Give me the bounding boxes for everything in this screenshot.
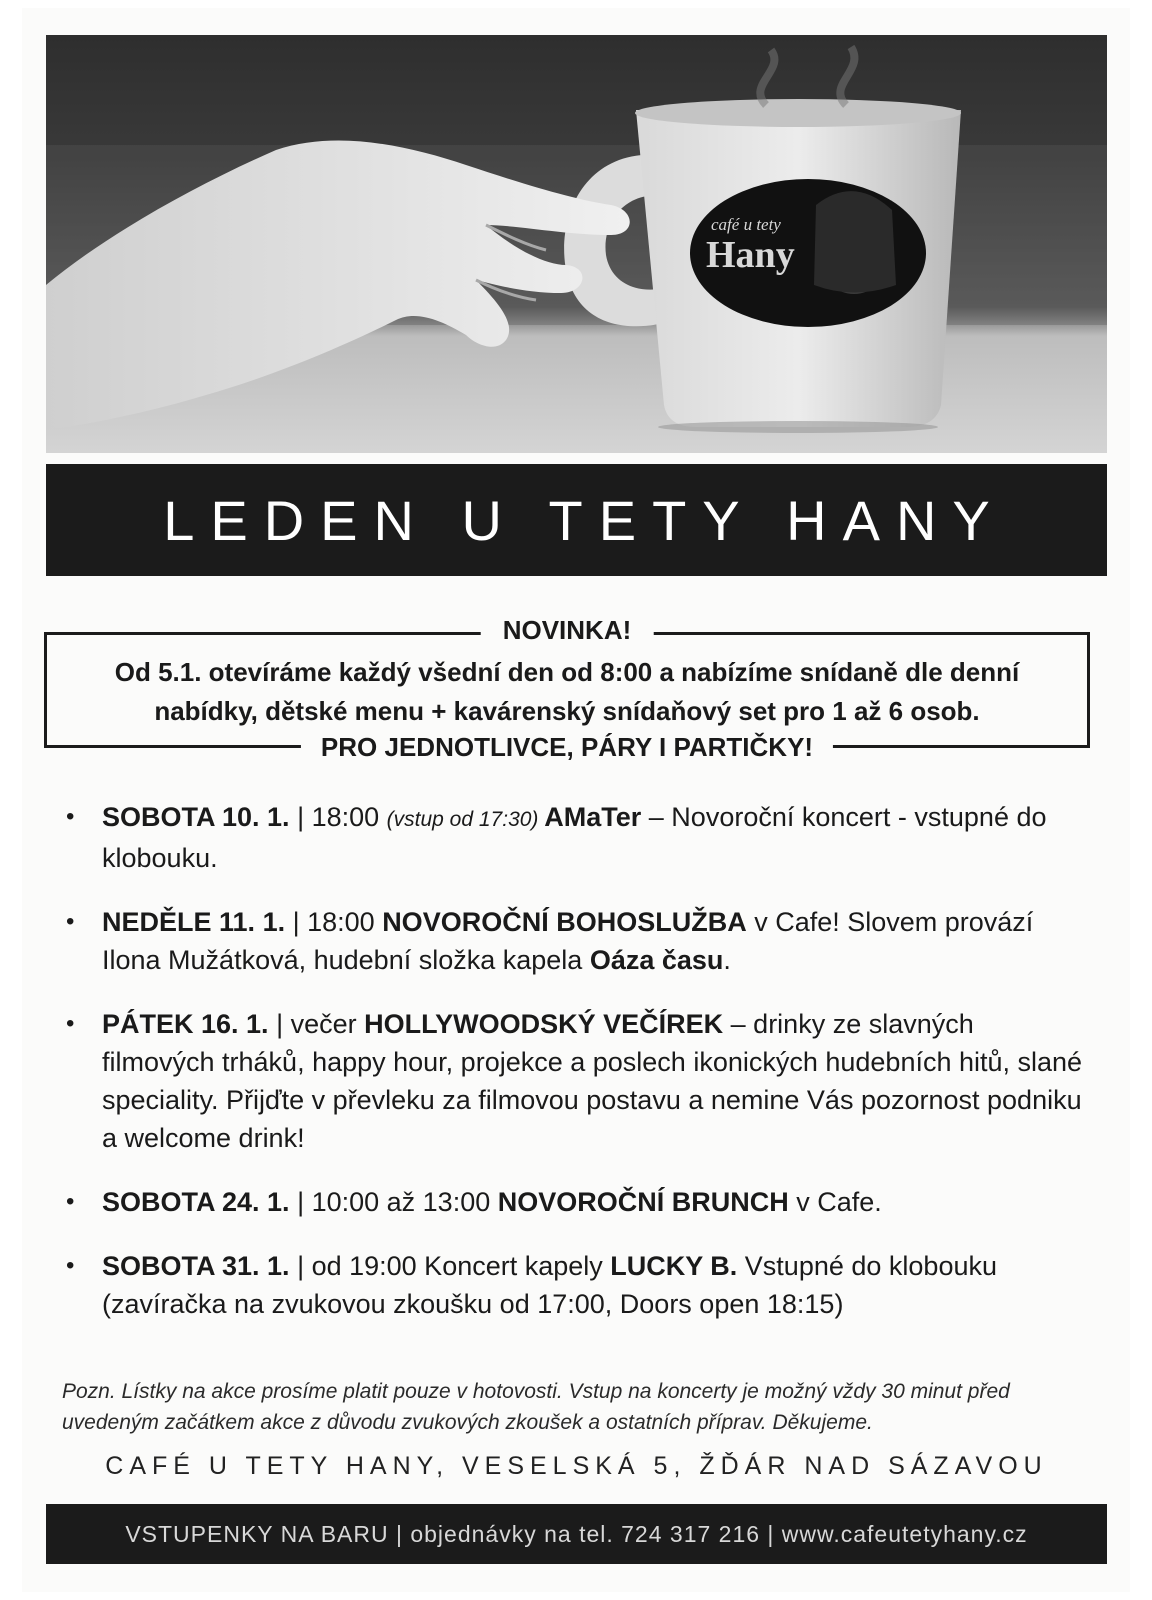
event-description-end: . [723, 945, 731, 975]
event-description: v Cafe. [788, 1187, 882, 1217]
event-time: | 18:00 [289, 802, 387, 832]
event-day: SOBOTA 31. 1. [102, 1251, 290, 1281]
bullet-icon: • [66, 1188, 75, 1215]
event-name: AMaTer [544, 802, 642, 832]
event-item [62, 1005, 1092, 1157]
cafe-address: CAFÉ U TETY HANY, VESELSKÁ 5, ŽĎÁR NAD SÁZAVOU [105, 1452, 1048, 1480]
flyer-page [22, 8, 1130, 1592]
footer-contact: VSTUPENKY NA BARU | objednávky na tel. 724 317 216 | www.cafeutetyhany.cz [125, 1520, 1028, 1547]
news-line-2: nabídky, dětské menu + kavárenský snídaňový set pro 1 až 6 osob. [154, 696, 980, 726]
payment-note: Pozn. Lístky na akce prosíme platit pouze v hotovosti. Vstup na koncerty je možný vždy 30 minut před uvedeným začátkem akce z důvodu zvukových zkoušek a ostatních příprav. Děkujeme. [62, 1380, 1010, 1434]
event-day: NEDĚLE 11. 1. [102, 907, 286, 937]
coffee-mug-illustration [46, 35, 1107, 453]
bullet-icon: • [66, 1252, 75, 1279]
event-item [62, 798, 1092, 877]
logo-text-small: café u tety [711, 215, 781, 234]
coffee-mug-photo [46, 35, 1107, 453]
event-list [62, 798, 1092, 1349]
event-item [62, 903, 1092, 979]
news-line-1: Od 5.1. otevíráme každý všední den od 8:00 a nabízíme snídaně dle denní [114, 657, 1020, 687]
bullet-icon: • [66, 908, 75, 935]
bullet-icon: • [66, 1010, 75, 1037]
event-item [62, 1247, 1092, 1323]
news-footer: PRO JEDNOTLIVCE, PÁRY I PARTIČKY! [301, 732, 833, 763]
event-time: | 10:00 až 13:00 [289, 1187, 498, 1217]
event-description: v Cafe! Slovem provází Ilona Mužátková, hudební složka kapela [102, 907, 1034, 975]
event-description: – drinky ze slavných filmových trháků, happy hour, projekce a poslech ikonických hudebních hitů, slané speciality. Přijďte v převleku za filmovou postavu a nemine Vás pozornost podniku a welcome drink! [102, 1009, 1083, 1153]
event-description: Vstupné do klobouku (zavíračka na zvukovou zkoušku od 17:00, Doors open 18:15) [102, 1251, 997, 1319]
event-name: LUCKY B. [610, 1251, 738, 1281]
logo-text-large: Hany [706, 234, 795, 276]
event-name: HOLLYWOODSKÝ VEČÍREK [364, 1009, 724, 1039]
news-box [44, 615, 1090, 762]
event-day: SOBOTA 24. 1. [102, 1187, 290, 1217]
event-time: | večer [268, 1009, 365, 1039]
bullet-icon: • [66, 803, 75, 830]
event-entry-note: (vstup od 17:30) [386, 808, 545, 831]
band-name: Oáza času [589, 945, 724, 975]
page-title: LEDEN U TETY HANY [163, 488, 1006, 552]
event-name: NOVOROČNÍ BRUNCH [497, 1187, 789, 1217]
title-banner [46, 464, 1107, 576]
event-day: SOBOTA 10. 1. [102, 802, 290, 832]
news-heading: NOVINKA! [481, 615, 654, 646]
event-time: | 18:00 [285, 907, 383, 937]
event-item [62, 1183, 1092, 1221]
footer-bar [46, 1504, 1107, 1564]
event-name: NOVOROČNÍ BOHOSLUŽBA [382, 907, 747, 937]
event-day: PÁTEK 16. 1. [102, 1009, 269, 1039]
event-time: | od 19:00 Koncert kapely [289, 1251, 611, 1281]
news-body [47, 653, 1087, 731]
event-description: – Novoroční koncert - vstupné do klobouku. [102, 802, 1047, 873]
